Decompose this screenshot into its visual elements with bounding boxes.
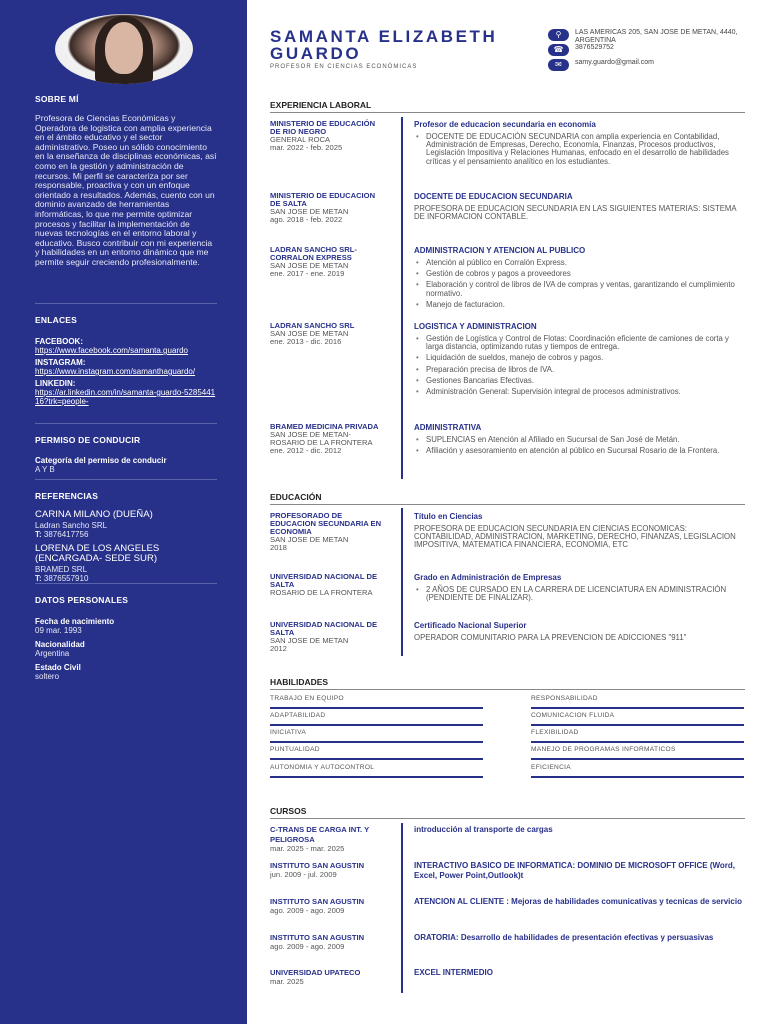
references-section (35, 491, 217, 583)
skill-item (270, 695, 483, 709)
skill-item (270, 712, 483, 726)
education-description: PROFESORA DE EDUCACION SECUNDARIA EN CIENCIAS ECONOMICAS: CONTABILIDAD, ADMINISTRACION, MARKETING, DERECHO, FINANZAS, LEGISLACION IMPOSITIVA, MATEMATICA FINANCIERA, ECONOMIA, ETC (414, 524, 736, 550)
course-dates: jun. 2009 - jul. 2009 (270, 870, 337, 879)
experience-role: LOGISTICA Y ADMINISTRACION (414, 322, 537, 331)
instagram-link[interactable]: https://www.instagram.com/samanthaguardo/ (35, 367, 196, 376)
skill-name: PUNTUALIDAD (270, 746, 320, 753)
skill-item (531, 764, 744, 778)
reference-phone-label: T: (35, 529, 42, 539)
course-org: UNIVERSIDAD UPATECO (270, 968, 361, 977)
about-section (35, 94, 217, 268)
skill-name: MANEJO DE PROGRAMAS INFORMATICOS (531, 746, 676, 753)
about-title: SOBRE MÍ (35, 94, 79, 104)
civil-status-value: soltero (35, 672, 60, 681)
education-location: SAN JOSE DE METAN (270, 535, 349, 544)
links-section (35, 315, 217, 406)
course-dates: ago. 2009 - ago. 2009 (270, 906, 345, 915)
birthdate-label: Fecha de nacimiento (35, 617, 115, 626)
linkedin-label: LINKEDIN: (35, 379, 76, 388)
skill-name: ADAPTABILIDAD (270, 712, 326, 719)
education-degree: Grado en Administración de Empresas (414, 573, 562, 582)
skill-item (531, 729, 744, 743)
experience-dates: ene. 2012 - dic. 2012 (270, 446, 342, 455)
personal-title: DATOS PERSONALES (35, 595, 129, 605)
links-title: ENLACES (35, 315, 78, 325)
reference-item (35, 544, 217, 583)
education-degree: Certificado Nacional Superior (414, 621, 527, 630)
education-org: PROFESORADO DE EDUCACION SECUNDARIA EN ECONOMIA (270, 511, 382, 536)
reference-name: LORENA DE LOS ANGELES (ENCARGADA- SEDE SUR) (35, 542, 160, 564)
experience-bullet: • Liquidación de sueldos, manejo de cobros y pagos. (414, 354, 744, 362)
skill-name: FLEXIBILIDAD (531, 729, 579, 736)
skill-name: COMUNICACION FLUIDA (531, 712, 615, 719)
skill-bar (270, 776, 483, 778)
education-dates: 2018 (270, 543, 287, 552)
experience-org: LADRAN SANCHO SRL- CORRALON EXPRESS (270, 245, 357, 262)
experience-location: GENERAL ROCA (270, 135, 331, 144)
avatar-face (105, 22, 143, 74)
experience-bullet: • Administración General: Supervisión integral de procesos administrativos. (414, 388, 744, 396)
skill-bar (270, 741, 483, 743)
email-icon[interactable]: ✉ (548, 59, 569, 71)
experience-title: EXPERIENCIA LABORAL (270, 100, 372, 110)
email-text[interactable]: samy.guardo@gmail.com (575, 59, 654, 66)
linkedin-link[interactable]: https://ar.linkedin.com/in/samanta-guardo-528544116?trk=people- (35, 388, 216, 406)
experience-dates: ene. 2017 - ene. 2019 (270, 269, 345, 278)
course-dates: mar. 2025 - mar. 2025 (270, 844, 345, 853)
sidebar (0, 0, 247, 1024)
experience-bullet: • Gestión de cobros y pagos a proveedores (414, 270, 744, 278)
education-location: SAN JOSE DE METAN (270, 636, 349, 645)
education-description: OPERADOR COMUNITARIO PARA LA PREVENCION DE ADICCIONES "911" (414, 633, 687, 642)
skill-bar (531, 741, 744, 743)
education-title: EDUCACIÓN (270, 492, 322, 502)
skill-item (270, 764, 483, 778)
reference-company: Ladran Sancho SRL (35, 520, 108, 530)
skills-title: HABILIDADES (270, 677, 329, 687)
courses-title: CURSOS (270, 806, 307, 816)
skill-bar (531, 776, 744, 778)
skill-item (531, 712, 744, 726)
reference-name: CARINA MILANO (DUEÑA) (35, 509, 153, 520)
instagram-label: INSTAGRAM: (35, 358, 86, 367)
course-org: INSTITUTO SAN AGUSTIN (270, 861, 365, 870)
course-dates: mar. 2025 (270, 977, 304, 986)
experience-bullet: • SUPLENCIAS en Atención al Afiliado en Sucursal de San José de Metán. (414, 436, 744, 444)
experience-dates: ene. 2013 - dic. 2016 (270, 337, 342, 346)
license-title: PERMISO DE CONDUCIR (35, 435, 141, 445)
address-text: LAS AMERICAS 205, SAN JOSE DE METAN, 4440, ARGENTINA (575, 29, 738, 44)
experience-timeline (401, 117, 403, 479)
subtitle: PROFESOR EN CIENCIAS ECONÓMICAS (270, 64, 418, 70)
phone-icon: ☎ (548, 44, 569, 56)
experience-bullet: • Preparación precisa de libros de IVA. (414, 366, 744, 374)
skill-name: INICIATIVA (270, 729, 307, 736)
phone-text: 3876529752 (575, 44, 614, 51)
experience-location: SAN JOSE DE METAN (270, 207, 349, 216)
experience-dates: ago. 2018 - feb. 2022 (270, 215, 343, 224)
experience-location: SAN JOSE DE METAN (270, 329, 349, 338)
section-divider (270, 504, 745, 505)
skill-name: RESPONSABILIDAD (531, 695, 598, 702)
experience-role: DOCENTE DE EDUCACION SECUNDARIA (414, 192, 573, 201)
education-location: ROSARIO DE LA FRONTERA (270, 588, 373, 597)
experience-bullet: • Gestión de Logística y Control de Flotas: Coordinación eficiente de camiones de corta y larga distancia, optimizando rutas y tiempos de entrega. (414, 335, 744, 351)
experience-bullet: • Gestiones Bancarias Efectivas. (414, 377, 744, 385)
civil-status-label: Estado Civil (35, 663, 81, 672)
skill-item (270, 729, 483, 743)
experience-org: MINISTERIO DE EDUCACIÓN DE RIO NEGRO (270, 119, 376, 136)
reference-phone: 3876417756 (43, 529, 89, 539)
skill-bar (531, 707, 744, 709)
skill-name: AUTONOMIA Y AUTOCONTROL (270, 764, 375, 771)
education-dates: 2012 (270, 644, 287, 653)
divider (35, 583, 217, 584)
about-text: Profesora de Ciencias Económicas y Operadora de logistica con amplia experiencia en el ámbito educativo y el sector administrativo. Poseo un sólido conocimiento en la enseñanza de disciplinas económicas, así como en la gestión y administración de recursos. Mi perfil se caracteriza por ser responsable, proactiva y con un enfoque orientado a resultados. Además, cuento con un dominio avanzado de herramientas informáticas, lo que me permite optimizar procesos y facilitar la implementación de nuevas tecnologías en el entorno laboral y educativo. Busco contribuir con mi experiencia y habilidades en un entorno dinámico que me permite seguir creciendo profesionalmente. (35, 113, 217, 267)
reference-phone: 3876557910 (43, 573, 89, 583)
course-org: INSTITUTO SAN AGUSTIN (270, 897, 365, 906)
section-divider (270, 112, 745, 113)
skill-item (531, 695, 744, 709)
facebook-label: FACEBOOK: (35, 337, 83, 346)
experience-org: MINISTERIO DE EDUCACION DE SALTA (270, 191, 376, 208)
contact-phone (548, 44, 745, 56)
experience-bullet: • Manejo de facturacion. (414, 301, 744, 309)
references-title: REFERENCIAS (35, 491, 99, 501)
skill-name: TRABAJO EN EQUIPO (270, 695, 344, 702)
reference-company: BRAMED SRL (35, 564, 88, 574)
skill-bar (531, 758, 744, 760)
nationality-value: Argentina (35, 649, 70, 658)
experience-role: ADMINISTRACION Y ATENCION AL PUBLICO (414, 246, 586, 255)
course-dates: ago. 2009 - ago. 2009 (270, 942, 345, 951)
contact-email (548, 59, 745, 71)
course-org: INSTITUTO SAN AGUSTIN (270, 933, 365, 942)
course-title: EXCEL INTERMEDIO (414, 968, 493, 977)
personal-section (35, 595, 217, 681)
skill-name: EFICIENCIA (531, 764, 572, 771)
education-degree: Título en Ciencias (414, 512, 483, 521)
experience-description: PROFESORA DE EDUCACION SECUNDARIA EN LAS SIGUIENTES MATERIAS: SISTEMA DE INFORMACION CONTABLE. (414, 204, 737, 222)
courses-timeline (401, 823, 403, 993)
divider (35, 303, 217, 304)
section-divider (270, 818, 745, 819)
page-title: SAMANTA ELIZABETH GUARDO (270, 27, 498, 63)
experience-location: SAN JOSE DE METAN (270, 261, 349, 270)
education-bullet: • 2 AÑOS DE CURSADO EN LA CARRERA DE LICENCIATURA EN ADMINISTRACIÓN (PENDIENTE DE FINALIZAR). (414, 586, 744, 602)
license-label: Categoría del permiso de conducir (35, 456, 167, 465)
experience-location: SAN JOSE DE METAN- ROSARIO DE LA FRONTERA (270, 430, 373, 447)
course-title: introducción al transporte de cargas (414, 825, 553, 834)
location-icon: ⚲ (548, 29, 569, 41)
reference-item (35, 510, 217, 539)
license-value: A Y B (35, 465, 55, 474)
contact-address (548, 29, 745, 45)
experience-role: Profesor de educacion secundaria en economía (414, 120, 596, 129)
course-org: C-TRANS DE CARGA INT. Y PELIGROSA (270, 825, 370, 844)
skill-bar (270, 724, 483, 726)
course-title: ORATORIA: Desarrollo de habilidades de presentación efectivas y persuasivas (414, 933, 714, 942)
divider (35, 479, 217, 480)
reference-phone-label: T: (35, 573, 42, 583)
experience-bullet: • Atención al público en Corralón Express. (414, 259, 744, 267)
skill-bar (270, 758, 483, 760)
skill-bar (531, 724, 744, 726)
license-section (35, 435, 217, 474)
experience-dates: mar. 2022 - feb. 2025 (270, 143, 343, 152)
skill-item (270, 746, 483, 760)
experience-org: LADRAN SANCHO SRL (270, 321, 355, 330)
experience-bullet: • Elaboración y control de libros de IVA de compras y ventas, garantizando el cumplimiento normativo. (414, 281, 744, 297)
education-org: UNIVERSIDAD NACIONAL DE SALTA (270, 572, 378, 589)
experience-role: ADMINISTRATIVA (414, 423, 482, 432)
course-title: ATENCION AL CLIENTE : Mejoras de habilidades comunicativas y tecnicas de servicio (414, 897, 742, 906)
experience-bullet: • Afiliación y asesoramiento en atención al público en Sucursal Rosario de la Frontera. (414, 447, 744, 455)
course-title: INTERACTIVO BASICO DE INFORMATICA: DOMINIO DE MICROSOFT OFFICE (Word, Excel, Power Point,Outlook)t (414, 861, 736, 880)
divider (35, 423, 217, 424)
experience-org: BRAMED MEDICINA PRIVADA (270, 422, 379, 431)
education-timeline (401, 508, 403, 656)
facebook-link[interactable]: https://www.facebook.com/samanta.guardo (35, 346, 188, 355)
skill-bar (270, 707, 483, 709)
section-divider (270, 689, 745, 690)
skill-item (531, 746, 744, 760)
avatar (55, 14, 193, 84)
nationality-label: Nacionalidad (35, 640, 85, 649)
education-org: UNIVERSIDAD NACIONAL DE SALTA (270, 620, 378, 637)
experience-bullet: • DOCENTE DE EDUCACIÓN SECUNDARIA con amplia experiencia en Contabilidad, Administración de Empresas, Derecho, Economía, Finanzas, Procesos productivos, Legislación Impositiva y Relaciones Humanas, enfocado en el desarrollo de habilidades críticas y el pensamiento analítico en los estudiantes. (414, 133, 744, 166)
birthdate-value: 09 mar. 1993 (35, 626, 82, 635)
